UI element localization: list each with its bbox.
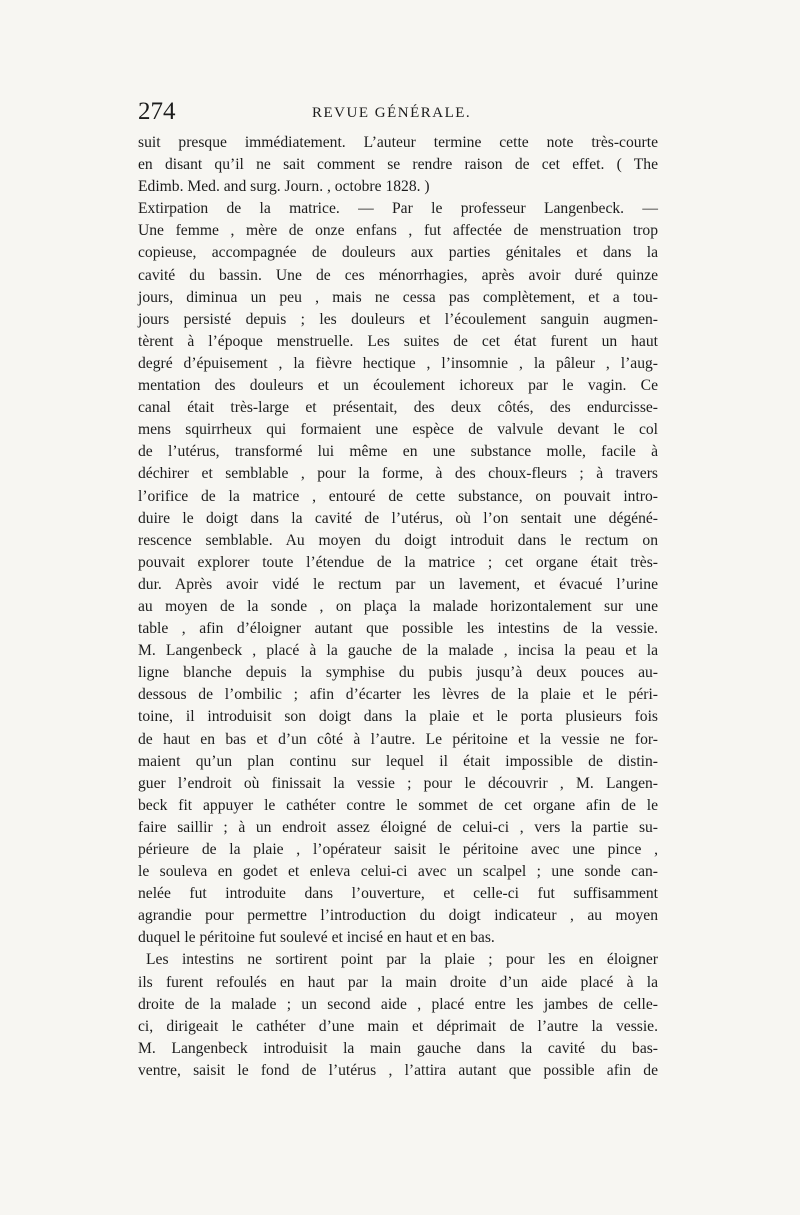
text-line: duire le doigt dans la cavité de l’utérus, où l’on sentait une dégéné- — [138, 509, 658, 527]
text-line: en disant qu’il ne sait comment se rendre raison de cet effet. ( The — [138, 156, 658, 174]
text-line: M. Langenbeck introduisit la main gauche dans la cavité du bas- — [138, 1039, 658, 1057]
text-line: ligne blanche depuis la symphise du pubis jusqu’à deux pouces au- — [138, 664, 658, 682]
text-line: Une femme , mère de onze enfans , fut affectée de menstruation trop — [138, 222, 658, 240]
text-line: dur. Après avoir vidé le rectum par un lavement, et évacué l’urine — [138, 575, 658, 593]
text-line: degré d’épuisement , la fièvre hectique , l’insomnie , la pâleur , l’aug- — [138, 354, 658, 372]
citation-line: Edimb. Med. and surg. Journ. , octobre 1828. ) — [138, 178, 430, 196]
text-line: de l’utérus, transformé lui même en une substance molle, facile à — [138, 443, 658, 461]
text-line: cavité du bassin. Une de ces ménorrhagies, après avoir duré quinze — [138, 266, 658, 284]
text-line: canal était très-large et présentait, des deux côtés, des endurcisse- — [138, 399, 658, 417]
text-line: Les intestins ne sortirent point par la plaie ; pour les en éloigner — [146, 951, 658, 969]
running-head: REVUE GÉNÉRALE. — [312, 105, 472, 121]
text-line: déchirer et semblable , pour la forme, à des choux-fleurs ; à travers — [138, 465, 658, 483]
text-line: le souleva en godet et enleva celui-ci avec un scalpel ; une sonde can- — [138, 863, 658, 881]
text-line: rescence semblable. Au moyen du doigt introduit dans le rectum on — [138, 531, 658, 549]
text-line: droite de la malade ; un second aide , placé entre les jambes de celle- — [138, 995, 658, 1013]
text-line: périeure de la plaie , l’opérateur saisit le péritoine avec une pince , — [138, 841, 658, 858]
text-line: toine, il introduisit son doigt dans la plaie et le porta plusieurs fois — [138, 708, 658, 726]
text-line: ils furent refoulés en haut par la main droite d’un aide placé à la — [138, 973, 658, 991]
text-line: jours, diminua un peu , mais ne cessa pas complètement, et a tou- — [138, 288, 658, 306]
text-line: nelée fut introduite dans l’ouverture, et celle-ci fut suffisamment — [138, 885, 658, 903]
text-line: suit presque immédiatement. L’auteur termine cette note très-courte — [138, 134, 658, 151]
paragraph-end-line: duquel le péritoine fut soulevé et incisé en haut et en bas. — [138, 929, 495, 947]
section-heading-line: Extirpation de la matrice. — Par le professeur Langenbeck. — — [138, 200, 658, 218]
text-line: l’orifice de la matrice , entouré de cette substance, on pouvait intro- — [138, 487, 658, 505]
text-line: M. Langenbeck , placé à la gauche de la malade , incisa la peau et la — [138, 642, 658, 660]
text-line: ventre, saisit le fond de l’utérus , l’attira autant que possible afin de — [138, 1061, 658, 1079]
text-line: au moyen de la sonde , on plaça la malade horizontalement sur une — [138, 597, 658, 615]
text-line: tèrent à l’époque menstruelle. Les suites de cet état furent un haut — [138, 332, 658, 350]
text-line: dessous de l’ombilic ; afin d’écarter les lèvres de la plaie et le péri- — [138, 686, 658, 704]
text-line: ci, dirigeait le cathéter d’une main et déprimait de l’autre la vessie. — [138, 1017, 658, 1035]
text-line: pouvait explorer toute l’étendue de la matrice ; cet organe était très- — [138, 553, 658, 571]
text-line: jours persisté depuis ; les douleurs et l’écoulement sanguin augmen- — [138, 310, 658, 328]
text-line: guer l’endroit où finissait la vessie ; pour le découvrir , M. Langen- — [138, 774, 658, 792]
body-text — [138, 132, 658, 1082]
text-line: mentation des douleurs et un écoulement ichoreux par le vagin. Ce — [138, 377, 658, 395]
text-line: copieuse, accompagnée de douleurs aux parties génitales et dans la — [138, 244, 658, 262]
text-line: table , afin d’éloigner autant que possible les intestins de la vessie. — [138, 620, 658, 638]
text-line: faire saillir ; à un endroit assez éloigné de celui-ci , vers la partie su- — [138, 818, 658, 836]
page-header — [138, 97, 658, 127]
text-line: maient qu’un plan continu sur lequel il était impossible de distin- — [138, 752, 658, 770]
text-line: mens squirrheux qui formaient une espèce de valvule devant le col — [138, 421, 658, 439]
text-line: beck fit appuyer le cathéter contre le sommet de cet organe afin de le — [138, 796, 658, 814]
page-number: 274 — [138, 98, 176, 125]
text-line: agrandie pour permettre l’introduction du doigt indicateur , au moyen — [138, 907, 658, 925]
text-line: de haut en bas et d’un côté à l’autre. Le péritoine et la vessie ne for- — [138, 730, 658, 748]
